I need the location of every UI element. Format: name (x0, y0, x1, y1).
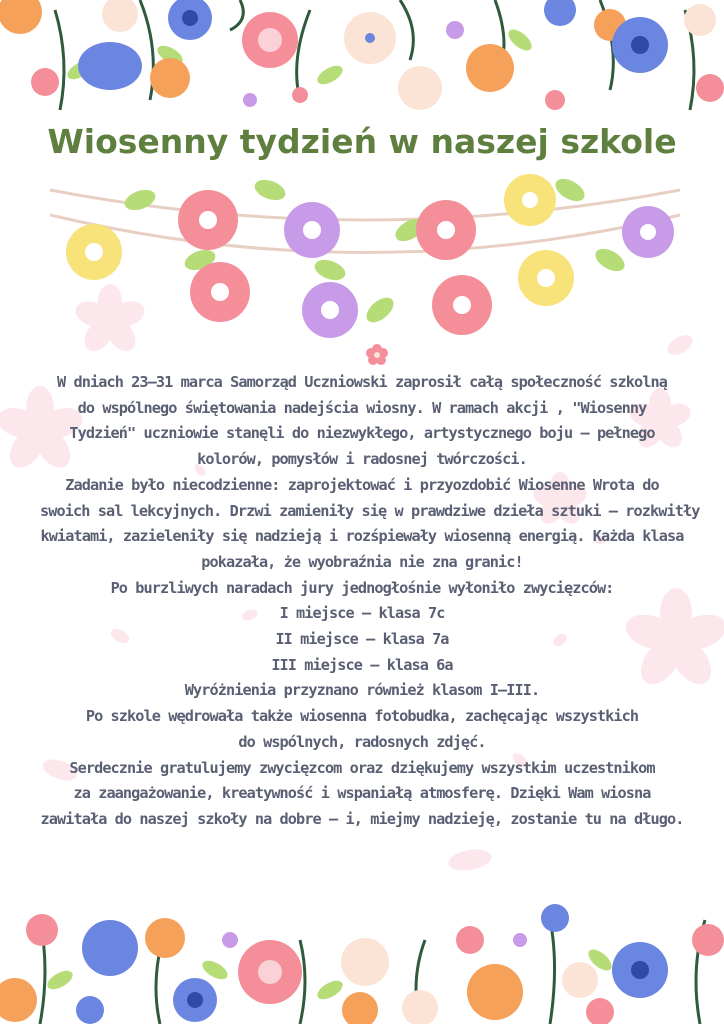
text-line: II miejsce – klasa 7a (275, 630, 449, 649)
text-line: za zaangażowanie, kreatywność i wspaniałą atmosferę. Dzięki Wam wiosna (73, 784, 651, 803)
text-line: swoich sal lekcyjnych. Drzwi zamieniły się w prawdziwe dzieła sztuki – rozkwitły (40, 501, 700, 520)
text-line: do wspólnego świętowania nadejścia wiosny. W ramach akcji , "Wiosenny (77, 398, 647, 417)
text-line: Tydzień" uczniowie stanęli do niezwykłego, artystycznego boju – pełnego (69, 424, 655, 443)
top-flower-border (0, 0, 724, 120)
text-line: do wspólnych, radosnych zdjęć. (238, 732, 486, 751)
text-line: Zadanie było niecodzienne: zaprojektować i przyozdobić Wiosenne Wrota do (65, 475, 659, 494)
bottom-flower-border (0, 900, 724, 1024)
text-line: Po burzliwych naradach jury jednogłośnie wyłoniło zwycięzców: (110, 578, 614, 597)
text-line: pokazała, że wyobraźnia nie zna granic! (201, 552, 523, 571)
page-title: Wiosenny tydzień w naszej szkole (47, 122, 677, 161)
flower-garland (50, 160, 680, 350)
text-line: Po szkole wędrowała także wiosenna fotobudka, zachęcając wszystkich (85, 707, 639, 726)
text-line: zawitała do naszej szkoły na dobre – i, miejmy nadzieję, zostanie tu na długo. (40, 809, 684, 828)
text-line: III miejsce – klasa 6a (271, 655, 453, 674)
text-line: I miejsce – klasa 7c (279, 604, 445, 623)
text-line: W dniach 23–31 marca Samorząd Uczniowski zaprosił całą społeczność szkolną (56, 373, 668, 391)
small-pink-flower-icon (366, 344, 388, 366)
announcement-text (40, 370, 700, 833)
text-line: Wyróżnienia przyznano również klasom I–III. (184, 681, 540, 700)
text-line: Serdecznie gratulujemy zwycięzcom oraz dziękujemy wszystkim uczestnikom (69, 758, 655, 777)
text-line: kolorów, pomysłów i radosnej twórczości. (197, 450, 527, 469)
text-line: kwiatami, zazieleniły się nadzieją i rozśpiewały wiosenną energią. Każda klasa (40, 527, 684, 546)
